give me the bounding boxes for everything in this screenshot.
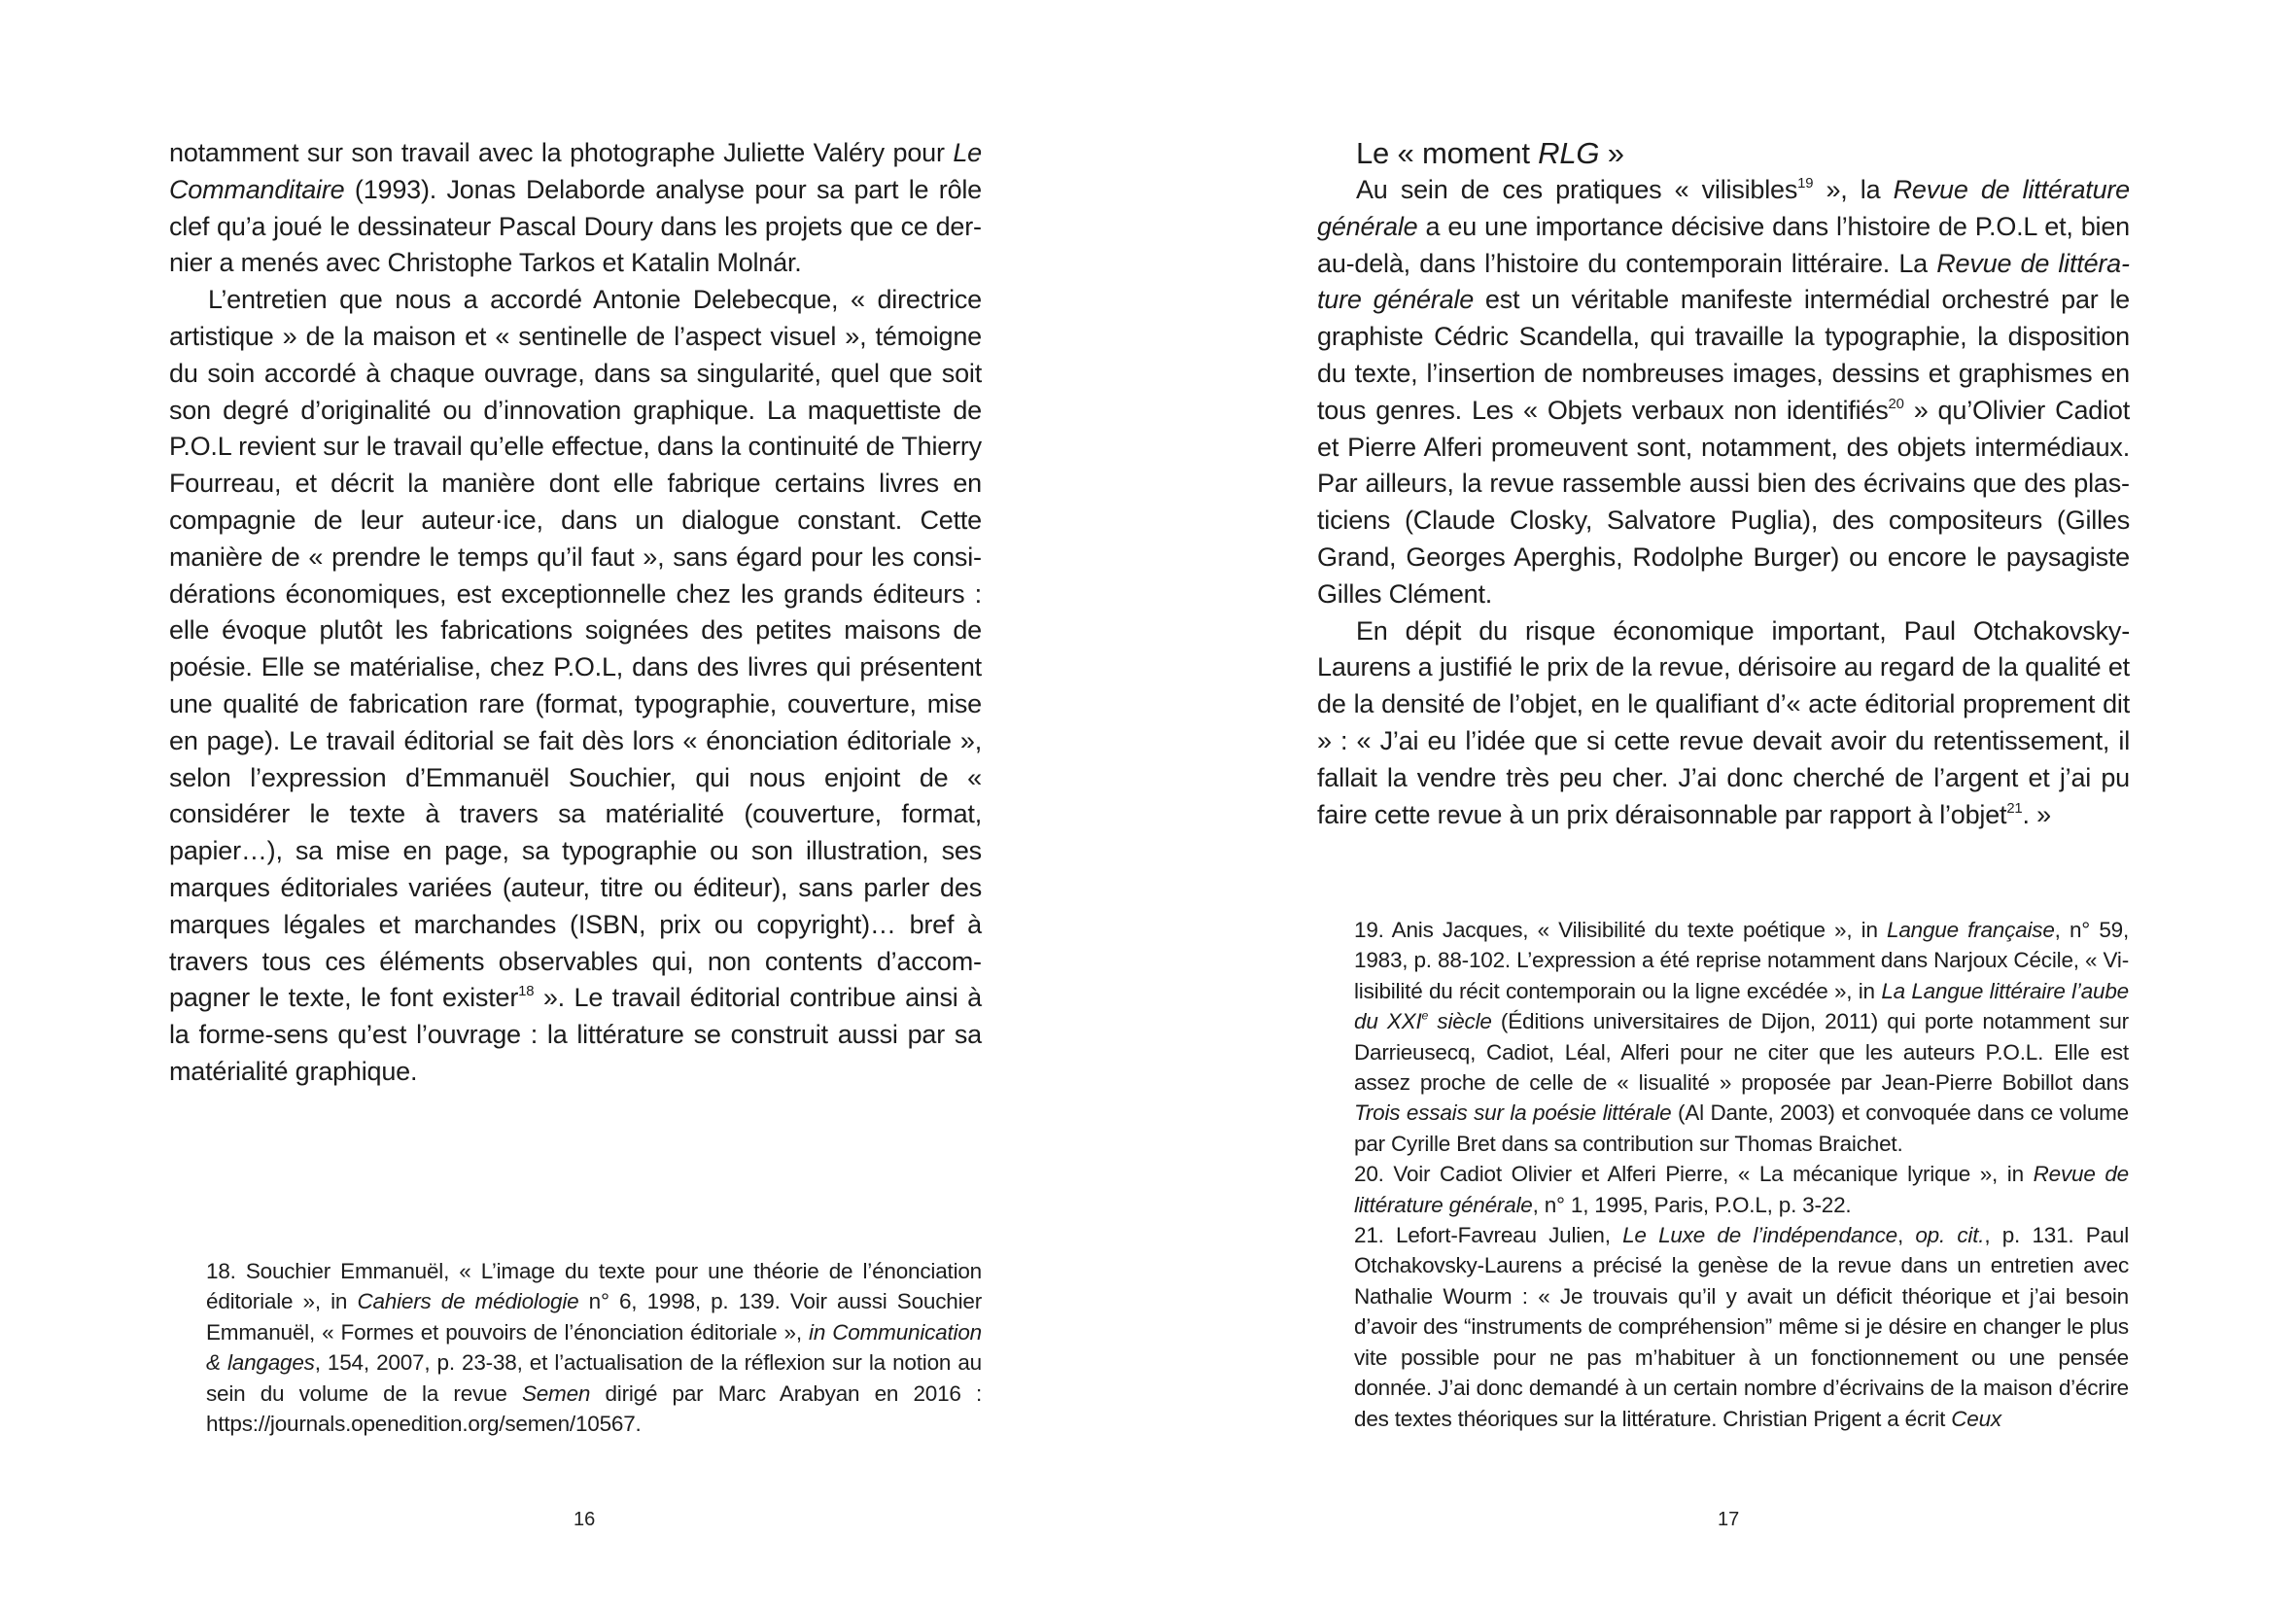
paragraph: L’entretien que nous a accordé Antonie Delebecque, « directrice artistique » de la maison et « sentinelle de l’aspect visuel », témoigne du soin accordé à chaque ouvrage, dans sa singularité, quel que soit son degré d’originalité ou d’innovation graphique. La maquettiste de P.O.L revient sur le travail qu’elle effectue, dans la continuité de Thierry Fourreau, et décrit la manière dont elle fabrique certains livres en compagnie de leur auteur·ice, dans un dialogue constant. Cette manière de « prendre le temps qu’il faut », sans égard pour les considérations économiques, est exceptionnelle chez les grands éditeurs : elle évoque plutôt les fabrications soignées des petites maisons de poésie. Elle se matérialise, chez P.O.L, dans des livres qui présentent une qualité de fabrication rare (format, typographie, couverture, mise en page). Le travail éditorial se fait dès lors « énonciation éditoriale », selon l’expression d’Emmanuël Souchier, qui nous enjoint de « considérer le texte à travers sa matérialité (couverture, format, papier…), sa mise en page, sa typographie ou son illustration, ses marques éditoriales variées (auteur, titre ou éditeur), sans parler des marques légales et marchandes (ISBN, prix ou copyright)… bref à travers tous ces éléments observables qui, non contents d’accompagner le texte, le font exister$^{18}$ ». Le travail éditorial contribue ainsi à la forme-sens qu’est l’ouvrage : la littérature se construit aussi par sa matérialité graphique.	[169, 285, 982, 1086]
paragraph: Au sein de ces pratiques « vilisibles$^{19}$ », la Revue de littérature générale a eu une importance décisive dans l’histoire de P.O.L et, bien au-delà, dans l’histoire du contemporain littéraire. La Revue de littérature générale est un véritable manifeste intermédial orchestré par le graphiste Cédric Scandella, qui travaille la typographie, la disposition du texte, l’insertion de nombreuses images, dessins et graphismes en tous genres. Les « Objets verbaux non identifiés$^{20}$ » qu’Olivier Cadiot et Pierre Alferi promeuvent sont, notamment, des objets intermédiaux. Par ailleurs, la revue rassemble aussi bien des écrivains que des plasticiens (Claude Closky, Salvatore Puglia), des compositeurs (Gilles Grand, Georges Aperghis, Rodolphe Burger) ou encore le paysagiste Gilles Clément.	[1317, 175, 2131, 609]
paragraph: En dépit du risque économique important, Paul Otchakovsky-Laurens a justifié le prix de la revue, dérisoire au regard de la qualité et de la densité de l’objet, en le qualifiant d’« acte éditorial proprement dit » : « J’ai eu l’idée que si cette revue devait avoir du retentissement, il fallait la vendre très peu cher. J’ai donc cherché de l’argent et j’ai pu faire cette revue à un prix déraisonnable par rapport à l’objet$^{21}$. »	[1317, 615, 2130, 829]
italic-text: La Langue littéraire l’aube du XXI	[1354, 978, 2129, 1034]
italic-text: Revue de littérature générale	[1354, 1162, 2129, 1217]
footnote-21: 21. Lefort-Favreau Julien, Le Luxe de l’indépendance, op. cit., p. 131. Paul Otchakovsky-Laurens a précisé la genèse de la revue dans un entretien avec Nathalie Wourm : « Je trouvais qu’il y avait un déficit théorique et j’ai besoin d’avoir des “instruments de compréhension” même si je désire en changer le plus vite possible pour ne pas m’habituer à un fonctionnement ou une pensée donnée. J’ai donc demandé à un certain nombre d’écrivains de la maison d’écrire des textes théoriques sur la littérature. Christian Prigent a écrit Ceux	[1354, 1223, 2130, 1431]
italic-text: siècle	[1428, 1009, 1492, 1034]
italic-text: Ceux	[1951, 1406, 2001, 1431]
footnote-ref: 20	[1888, 396, 1904, 412]
italic-text: Semen	[521, 1380, 591, 1406]
footnote-19: 19. Anis Jacques, « Vilisibilité du texte poétique », in Langue française, n° 59, 1983, p. 88-102. L’expression a été reprise notamment dans Narjoux Cécile, « Vi-lisibilité du récit contemporain ou la ligne excédée », in La Langue littéraire l’aube du XXIe siècle (Éditions universitaires de Dijon, 2011) qui porte notamment sur Darrieusecq, Cadiot, Léal, Alferi pour ne citer que les auteurs P.O.L. Elle est assez proche de celle de « lisualité » proposée par Jean-Pierre Bobillot dans Trois essais sur la poésie littérale (Al Dante, 2003) et convoquée dans ce volume par Cyrille Bret dans sa contribution sur Thomas Braichet.	[1354, 918, 2129, 1156]
page-number-right: 17	[1718, 1509, 1740, 1530]
italic-text: Langue française	[1887, 918, 2055, 942]
right-page	[1148, 0, 2296, 1607]
left-body-text	[169, 135, 982, 1091]
section-heading: Le « moment RLG »	[1356, 136, 1624, 170]
italic-text: RLG	[1538, 136, 1600, 170]
italic-text: Revue de littérature générale	[1317, 175, 2130, 241]
left-footnotes	[206, 1256, 982, 1439]
footnote-ref: 18	[518, 984, 535, 1000]
italic-text: Trois essais sur la poésie littérale	[1354, 1100, 1672, 1126]
footnote-ref: 21	[2006, 800, 2023, 817]
italic-text: Revue de littérature générale	[1317, 248, 2130, 315]
paragraph: notamment sur son travail avec la photographe Juliette Valéry pour Le Commanditaire (1993). Jonas Delaborde analyse pour sa part le rôle clef qu’a joué le dessinateur Pascal Doury dans les projets que ce dernier a menés avec Christophe Tarkos et Katalin Molnár.	[169, 138, 982, 278]
italic-text: Le Commanditaire	[169, 138, 982, 204]
footnote-ref: 19	[1797, 175, 1814, 192]
page-number-left: 16	[574, 1509, 596, 1530]
italic-text: Le Luxe de l’indépendance	[1622, 1223, 1897, 1248]
italic-text: in Communication & langages	[206, 1319, 982, 1376]
footnote-18: 18. Souchier Emmanuël, « L’image du texte pour une théorie de l’énonciation éditoriale », in Cahiers de médiologie n° 6, 1998, p. 139. Voir aussi Souchier Emmanuël, « Formes et pouvoirs de l’énonciation éditoriale », in Communication & langages, 154, 2007, p. 23-38, et l’actualisation de la réflexion sur la notion au sein du volume de la revue Semen dirigé par Marc Arabyan en 2016 : https://journals.openedition.org/semen/10567.	[206, 1259, 982, 1437]
footnote-ref: e	[1421, 1008, 1429, 1023]
right-body-text	[1317, 135, 2130, 833]
footnote-20: 20. Voir Cadiot Olivier et Alferi Pierre, « La mécanique lyrique », in Revue de littérature générale, n° 1, 1995, Paris, P.O.L, p. 3-22.	[1354, 1162, 2129, 1217]
italic-text: op. cit.	[1915, 1223, 1985, 1248]
italic-text: Cahiers de médiologie	[357, 1289, 579, 1314]
right-footnotes	[1354, 915, 2129, 1434]
